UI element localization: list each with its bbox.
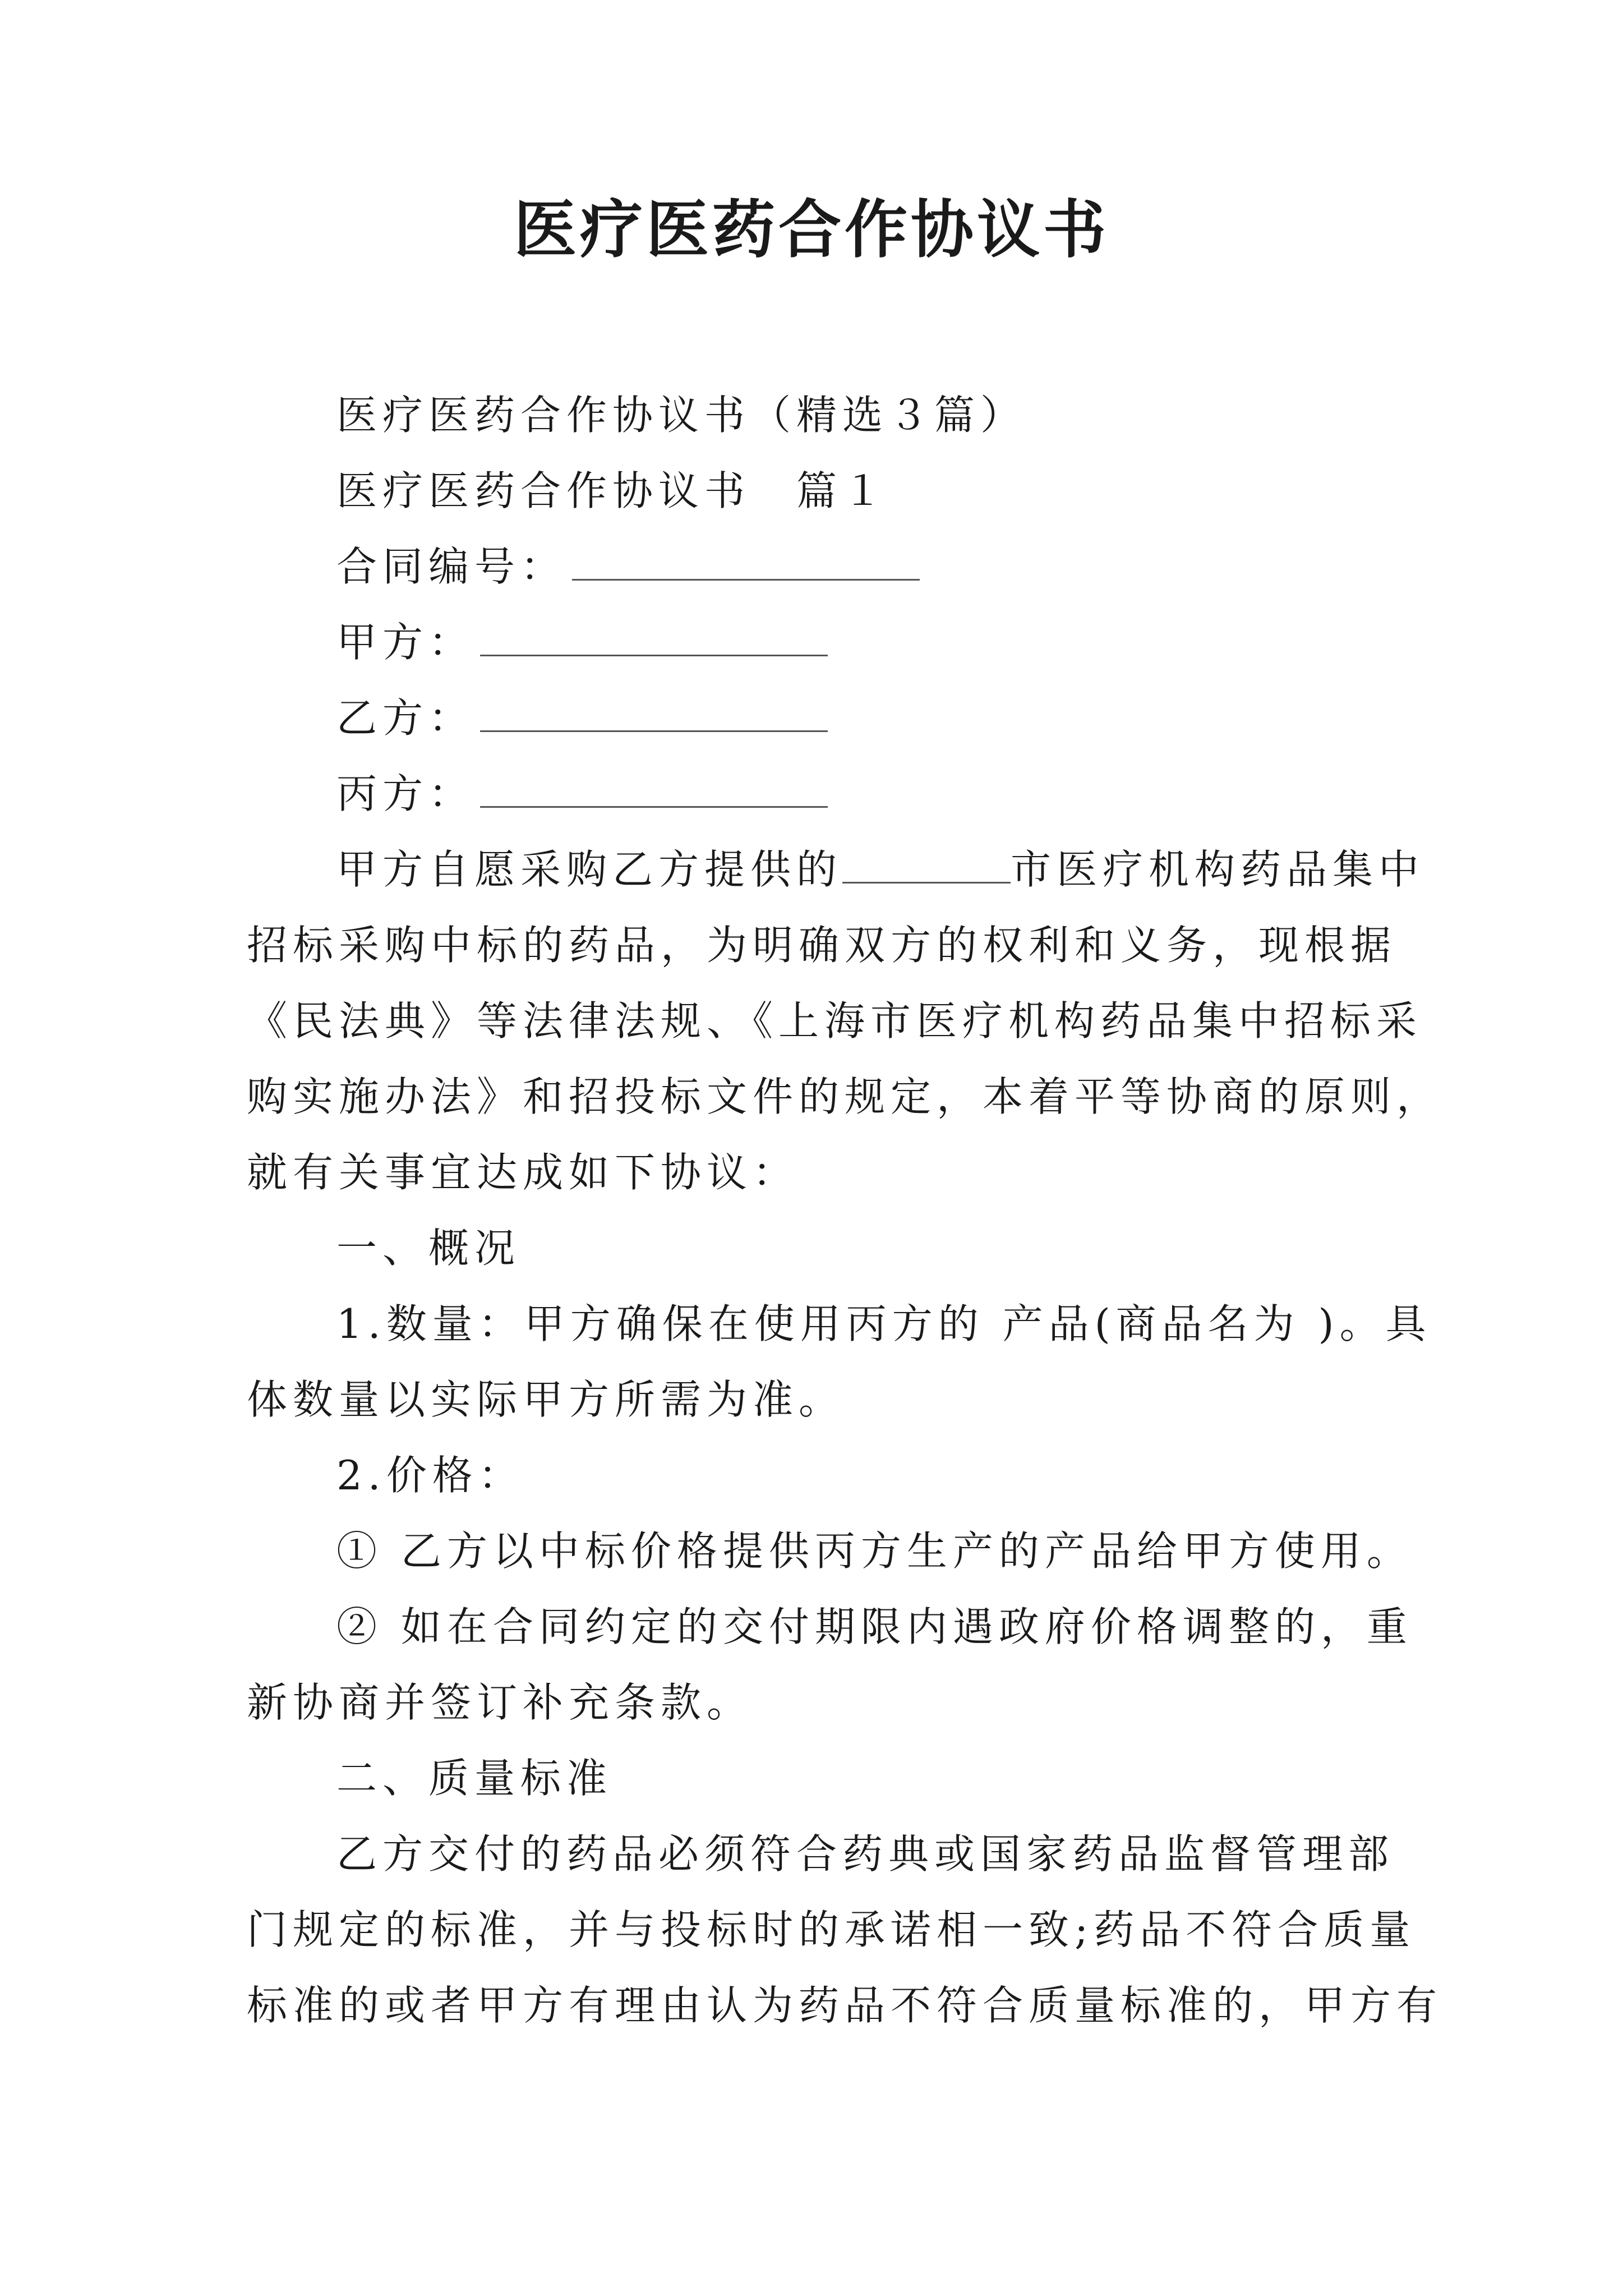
party-b-label: 乙方： xyxy=(336,694,475,742)
intro-line-5: 就有关事宜达成如下协议： xyxy=(247,1149,799,1196)
intro-line-2: 招标采购中标的药品，为明确双方的权利和义务，现根据 xyxy=(247,922,1397,969)
party-c-label: 丙方： xyxy=(336,770,475,817)
party-a-row xyxy=(336,614,828,670)
price-heading: 2.价格： xyxy=(336,1452,524,1499)
price-item-2-line-1: ② 如在合同约定的交付期限内遇政府价格调整的，重 xyxy=(336,1603,1413,1650)
intro-line-3: 《民法典》等法律法规、《上海市医疗机构药品集中招标采 xyxy=(247,997,1423,1045)
section-2-heading: 二、质量标准 xyxy=(336,1755,613,1802)
party-b-blank xyxy=(480,691,828,732)
city-blank xyxy=(842,843,1011,884)
subtitle: 医疗医药合作协议书（精选３篇） xyxy=(336,392,1027,439)
quality-line-3: 标准的或者甲方有理由认为药品不符合质量标准的，甲方有 xyxy=(247,1982,1443,2029)
intro-line-1-b: 市医疗机构药品集中 xyxy=(1011,846,1425,893)
party-c-row xyxy=(336,766,828,822)
quantity-line-1: 1.数量：甲方确保在使用丙方的 产品(商品名为 )。具 xyxy=(336,1300,1432,1347)
quality-line-1: 乙方交付的药品必须符合药典或国家药品监督管理部 xyxy=(336,1830,1395,1878)
party-a-label: 甲方： xyxy=(336,619,475,666)
price-item-1: ① 乙方以中标价格提供丙方生产的产品给甲方使用。 xyxy=(336,1527,1413,1575)
intro-line-4: 购实施办法》和招投标文件的规定，本着平等协商的原则， xyxy=(247,1073,1443,1120)
quality-line-2: 门规定的标准，并与投标时的承诺相一致;药品不符合质量 xyxy=(247,1906,1416,1953)
contract-number-row xyxy=(336,539,920,595)
document-title: 医疗医药合作协议书 xyxy=(514,193,1109,266)
part-heading: 医疗医药合作协议书 篇１ xyxy=(336,467,889,514)
party-b-row xyxy=(336,690,828,746)
intro-line-1 xyxy=(336,841,1424,898)
party-c-blank xyxy=(480,767,828,808)
price-item-2-line-2: 新协商并签订补充条款。 xyxy=(247,1679,753,1726)
contract-number-blank xyxy=(572,540,920,581)
intro-line-1-a: 甲方自愿采购乙方提供的 xyxy=(336,846,843,893)
party-a-blank xyxy=(480,615,828,656)
contract-number-label: 合同编号： xyxy=(336,543,567,590)
section-1-heading: 一、概况 xyxy=(336,1225,521,1272)
quantity-line-2: 体数量以实际甲方所需为准。 xyxy=(247,1376,845,1423)
